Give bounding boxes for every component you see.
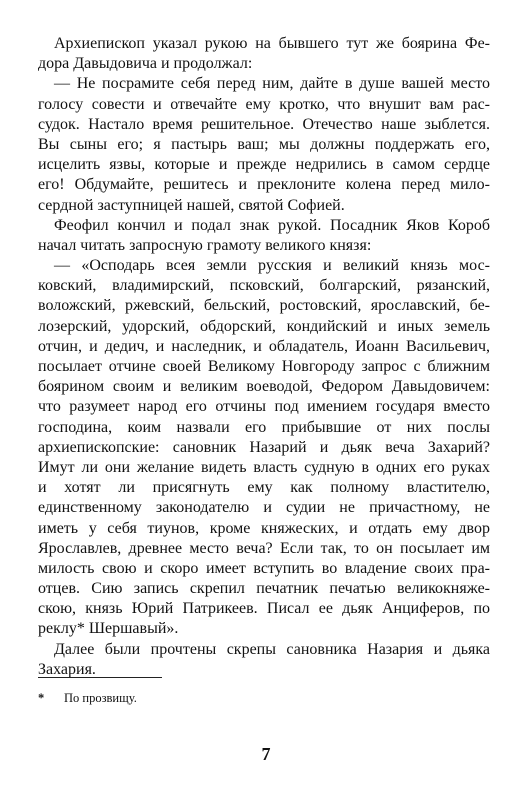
text-line: реклу* Шершавый».	[38, 620, 179, 638]
text-line: воложский, ржевский, бельский, ростовский, ярославский, бе-	[38, 297, 490, 315]
text-line: Архиепископ указал рукою на бывшего тут же боярина Фе-	[54, 35, 490, 52]
text-line: Ярославлев, древнее место веча? Если так, то он посылает им	[38, 539, 490, 557]
text-line: Вы сыны его; я пастырь ваш; мы должны поддержать его,	[38, 135, 490, 153]
paragraph	[38, 216, 490, 256]
text-line: боярином своим и великим воеводой, Федором Давыдовичем:	[38, 378, 490, 396]
text-line: Далее были прочтены скрепы сановника Назария и дьяка	[54, 640, 490, 658]
text-line: лозерский, удорский, обдорский, кондийский и иных земель	[38, 317, 490, 335]
text-line: голосу совести и отвечайте ему кротко, что внушит вам рас-	[38, 95, 490, 113]
text-line: отцев. Сию запись скрепил печатник печатью великокняже-	[38, 580, 490, 598]
text-line: архиепископские: сановник Назарий и дьяк веча Захарий?	[38, 438, 490, 456]
text-line: милость свою и скоро имеет вступить во владение своих пра-	[38, 559, 490, 577]
text-line: и хотят ли присягнуть ему как полному властителю,	[38, 479, 490, 497]
paragraph	[38, 34, 490, 74]
text-line: судок. Настало время решительное. Отечество наше зыблется.	[38, 115, 490, 133]
text-line: дора Давыдовича и продолжал:	[38, 55, 253, 73]
text-line: Имут ли они желание видеть власть судную в одних его руках	[38, 458, 490, 476]
text-line: — Не посрамите себя перед ним, дайте в душе вашей место	[54, 75, 490, 93]
text-line: его! Обдумайте, решитесь и преклоните колена перед мило-	[38, 176, 490, 194]
text-line: отчин, и дедич, и наследник, и обладатель, Иоанн Васильевич,	[38, 337, 490, 355]
text-line: — «Осподарь всея земли русския и великий князь мос-	[54, 257, 490, 275]
text-line: сердной заступницей нашей, святой Софией.	[38, 196, 345, 214]
text-line: посылает отчине своей Великому Новгороду запрос с ближним	[38, 358, 490, 375]
text-line: господина, коим назвали его прибывшие от них послы	[38, 418, 490, 436]
footnote	[38, 690, 137, 706]
paragraph	[38, 640, 490, 680]
footnote-text: По прозвищу.	[64, 691, 137, 705]
text-line: начал читать запросную грамоту великого князя:	[38, 236, 372, 254]
text-line: исцелить язвы, которые и прежде недрились в самом сердце	[38, 156, 490, 174]
text-line: единственному законодателю и судии не причастному, не	[38, 499, 490, 517]
text-line: скою, князь Юрий Патрикеев. Писал ее дьяк Анциферов, по	[38, 600, 490, 618]
footnote-mark: *	[38, 691, 45, 705]
text-line: ковский, владимирский, псковский, болгарский, рязанский,	[38, 277, 490, 295]
paragraph	[38, 256, 490, 640]
paragraph	[38, 74, 490, 215]
text-line: Захария.	[38, 660, 96, 678]
text-line: что разумеет народ его отчины под имением государя вместо	[38, 398, 490, 416]
footnote-divider	[38, 677, 162, 678]
text-line: Феофил кончил и подал знак рукой. Посадник Яков Короб	[54, 216, 490, 234]
page-number: 7	[261, 744, 271, 764]
text-line: иметь у себя тиунов, кроме княжеских, и отдать ему двор	[38, 519, 490, 537]
main-text	[38, 34, 490, 680]
